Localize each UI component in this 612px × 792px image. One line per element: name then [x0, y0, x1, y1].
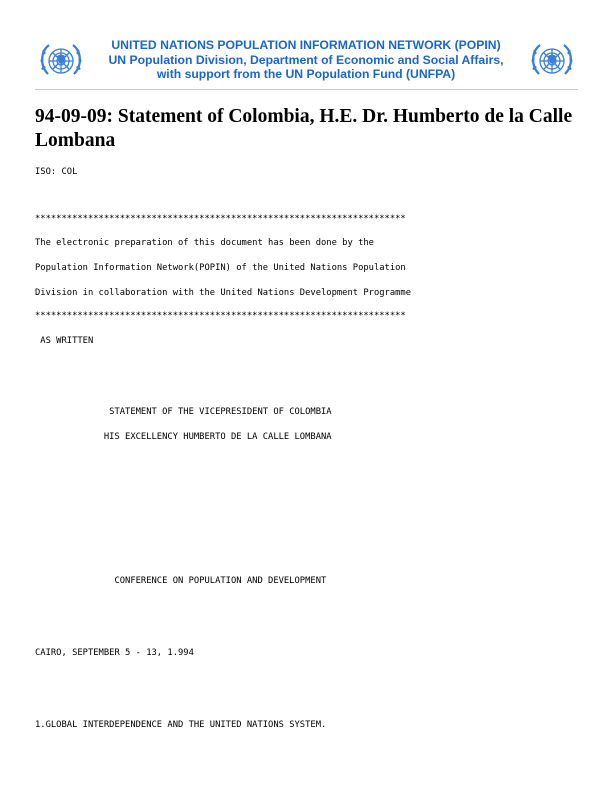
as-written-note: AS WRITTEN — [35, 336, 94, 346]
preparation-note-line-3: Division in collaboration with the United Nations Development Programme — [35, 288, 412, 298]
separator-stars-top: ********************************************************************** — [35, 214, 406, 224]
header-divider — [35, 89, 578, 90]
separator-stars-bottom: ********************************************************************** — [35, 311, 406, 321]
un-emblem-icon — [528, 38, 576, 86]
banner-line-3: with support from the UN Population Fund (UNFPA) — [156, 67, 456, 82]
un-emblem-icon — [37, 38, 85, 86]
popin-banner — [92, 38, 520, 82]
banner-line-2: UN Population Division, Department of Economic and Social Affairs, — [108, 52, 504, 67]
iso-code: ISO: COL — [35, 167, 78, 177]
document-title: 94-09-09: Statement of Colombia, H.E. Dr. Humberto de la Calle Lombana — [35, 106, 573, 151]
statement-heading-line-1: STATEMENT OF THE VICEPRESIDENT OF COLOMBIA — [35, 407, 332, 417]
conference-name: CONFERENCE ON POPULATION AND DEVELOPMENT — [35, 576, 327, 586]
page-header — [0, 0, 612, 92]
preparation-note-line-2: Population Information Network(POPIN) of the United Nations Population — [35, 263, 406, 273]
place-and-date: CAIRO, SEPTEMBER 5 - 13, 1.994 — [35, 648, 194, 658]
section-heading-1: 1.GLOBAL INTERDEPENDENCE AND THE UNITED NATIONS SYSTEM. — [35, 720, 327, 730]
preparation-note-line-1: The electronic preparation of this document has been done by the — [35, 238, 374, 248]
statement-heading-line-2: HIS EXCELLENCY HUMBERTO DE LA CALLE LOMBANA — [35, 432, 332, 442]
banner-line-1: UNITED NATIONS POPULATION INFORMATION NETWORK (POPIN) — [111, 38, 501, 52]
